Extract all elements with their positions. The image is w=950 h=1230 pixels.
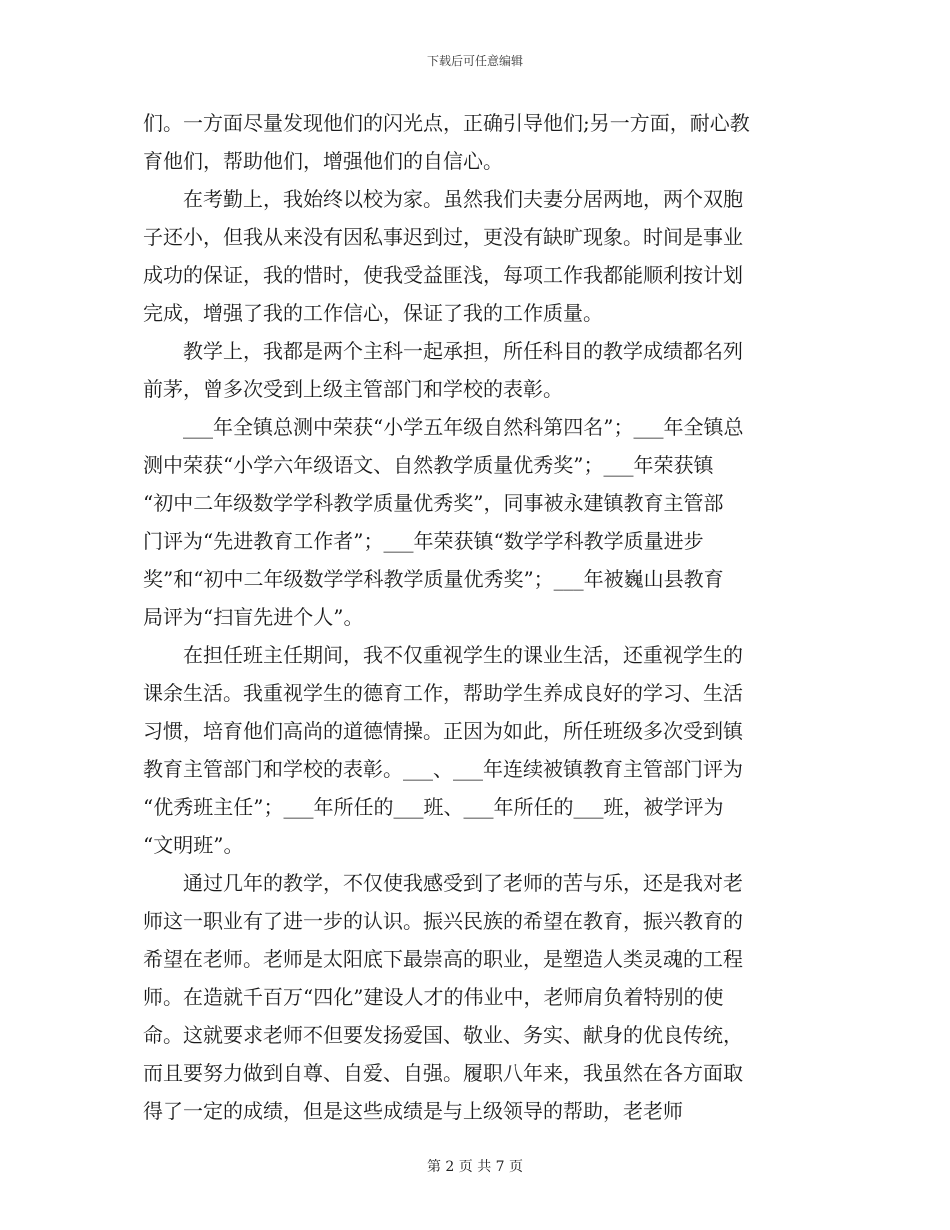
text-line: “优秀班主任”；___年所任的___班、___年所任的___班，被学评为 [143,795,724,819]
text-line: 奖”和“初中二年级数学学科教学质量优秀奖”；___年被巍山县教育 [143,567,724,591]
text-line: 成功的保证，我的惜时，使我受益匪浅，每项工作我都能顺利按计划 [143,263,743,287]
page-header: 下载后可任意编辑 [426,54,523,68]
text-line: “初中二年级数学学科教学质量优秀奖”，同事被永建镇教育主管部 [143,491,724,515]
text-line: 前茅，曾多次受到上级主管部门和学校的表彰。 [143,377,563,401]
text-line: 命。这就要求老师不但要发扬爱国、敬业、务实、献身的优良传统， [143,1023,743,1047]
text-line: 测中荣获“小学六年级语文、自然教学质量优秀奖”；___年荣获镇 [143,453,714,477]
text-line: “文明班”。 [143,833,244,857]
text-line: 师。在造就千百万“四化”建设人才的伟业中，老师肩负着特别的使 [143,985,724,1009]
text-line: 们。一方面尽量发现他们的闪光点，正确引导他们;另一方面，耐心教 [143,111,750,135]
document-body [143,104,807,1130]
text-line: 教育主管部门和学校的表彰。___、___年连续被镇教育主管部门评为 [143,757,743,781]
page-footer: 第 2 页 共 7 页 [426,1159,524,1175]
text-line: 门评为“先进教育工作者”；___年荣获镇“数学学科教学质量进步 [143,529,704,553]
text-line: 教学上，我都是两个主科一起承担，所任科目的教学成绩都名列 [183,339,743,363]
text-line: 育他们，帮助他们，增强他们的自信心。 [143,149,503,173]
text-line: 在考勤上，我始终以校为家。虽然我们夫妻分居两地，两个双胞 [183,187,743,211]
text-line: ___年全镇总测中荣获“小学五年级自然科第四名”；___年全镇总 [183,415,744,439]
text-line: 习惯，培育他们高尚的道德情操。正因为如此，所任班级多次受到镇 [143,719,743,743]
text-line: 课余生活。我重视学生的德育工作，帮助学生养成良好的学习、生活 [143,681,743,705]
text-line: 在担任班主任期间，我不仅重视学生的课业生活，还重视学生的 [183,643,743,667]
text-line: 希望在老师。老师是太阳底下最崇高的职业，是塑造人类灵魂的工程 [143,947,743,971]
text-line: 完成，增强了我的工作信心，保证了我的工作质量。 [143,301,603,325]
text-line: 通过几年的教学，不仅使我感受到了老师的苦与乐，还是我对老 [183,871,743,895]
text-line: 子还小，但我从来没有因私事迟到过，更没有缺旷现象。时间是事业 [143,225,743,249]
text-line: 局评为“扫盲先进个人”。 [143,605,364,629]
text-line: 得了一定的成绩，但是这些成绩是与上级领导的帮助，老老师 [143,1099,683,1123]
text-line: 而且要努力做到自尊、自爱、自强。履职八年来，我虽然在各方面取 [143,1061,743,1085]
text-line: 师这一职业有了进一步的认识。振兴民族的希望在教育，振兴教育的 [143,909,743,933]
